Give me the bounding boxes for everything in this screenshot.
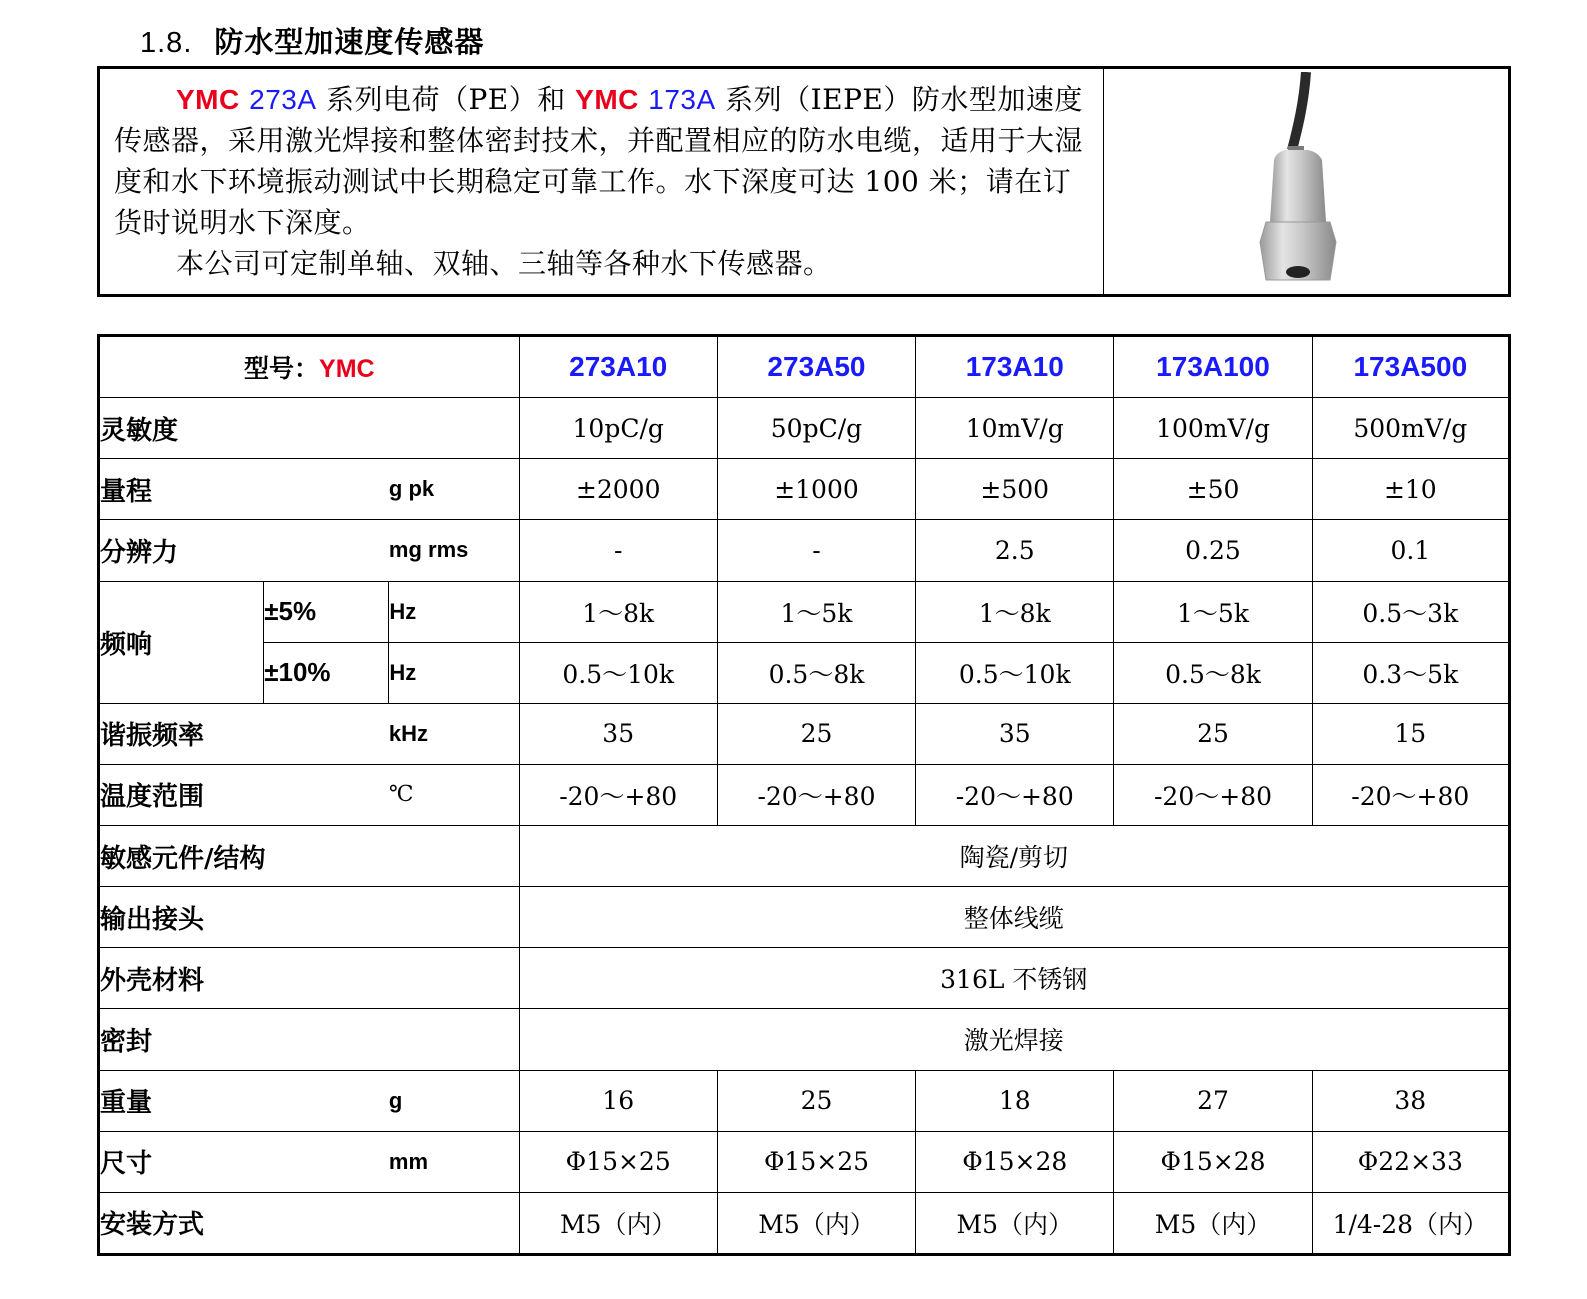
table-row-mount	[99, 1192, 1510, 1254]
table-cell: M5（内）	[519, 1192, 717, 1254]
table-cell: 0.5～3k	[1312, 581, 1509, 642]
table-row-header	[99, 336, 1510, 398]
model-pe: 273A	[249, 84, 317, 115]
table-row-seal	[99, 1009, 1510, 1070]
table-cell: 35	[519, 703, 717, 764]
table-cell: Φ15×28	[1114, 1131, 1312, 1192]
table-cell: 35	[916, 703, 1114, 764]
table-cell: Φ15×28	[916, 1131, 1114, 1192]
section-title: 防水型加速度传感器	[214, 25, 485, 59]
table-cell: Φ15×25	[519, 1131, 717, 1192]
model-header-brand: YMC	[319, 355, 375, 384]
intro-text-2: 系列（IEPE）防水型加速度传感器，采用激光焊接和整体密封技术，并配置相应的防水电缆，适用于大湿度和水下环境振动测试中长期稳定可靠工作。水下深度可达 100 米；请在订货时说明水下深度。	[114, 83, 1084, 239]
freq-tolerance-5: ±5%	[264, 581, 389, 642]
table-cell: 27	[1114, 1070, 1312, 1131]
row-label-sensitivity: 灵敏度	[99, 398, 520, 459]
table-cell: -20～+80	[1312, 764, 1509, 825]
table-cell-merged: 陶瓷/剪切	[519, 826, 1509, 887]
table-cell: 50pC/g	[717, 398, 915, 459]
model-col-3: 173A10	[916, 336, 1114, 398]
table-cell-merged: 激光焊接	[519, 1009, 1509, 1070]
intro-paragraph-2: 本公司可定制单轴、双轴、三轴等各种水下传感器。	[176, 247, 832, 280]
row-unit-resonance: kHz	[389, 703, 519, 764]
table-cell: M5（内）	[717, 1192, 915, 1254]
row-label-range: 量程	[99, 459, 389, 520]
table-cell: 38	[1312, 1070, 1509, 1131]
row-unit-weight: g	[389, 1070, 519, 1131]
table-cell: 1～8k	[916, 581, 1114, 642]
table-cell: ±1000	[717, 459, 915, 520]
table-cell: 25	[717, 1070, 915, 1131]
table-row-temp	[99, 764, 1510, 825]
table-row-freq-10	[99, 642, 1510, 703]
table-row-resolution	[99, 520, 1510, 581]
row-label-resonance: 谐振频率	[99, 703, 389, 764]
section-number: 1.8.	[140, 27, 193, 59]
row-unit-temp: ℃	[389, 764, 519, 825]
row-label-seal: 密封	[99, 1009, 520, 1070]
table-row-connector	[99, 887, 1510, 948]
table-cell: ±10	[1312, 459, 1509, 520]
row-label-temp: 温度范围	[99, 764, 389, 825]
table-row-freq-5	[99, 581, 1510, 642]
table-cell: 0.1	[1312, 520, 1509, 581]
table-row-sensitivity	[99, 398, 1510, 459]
model-header-cell	[99, 336, 520, 398]
table-cell: 100mV/g	[1114, 398, 1312, 459]
table-cell: 0.3～5k	[1312, 642, 1509, 703]
table-cell: 0.5～8k	[717, 642, 915, 703]
model-col-2: 273A50	[717, 336, 915, 398]
row-label-element: 敏感元件/结构	[99, 826, 520, 887]
row-unit-resolution: mg rms	[389, 520, 519, 581]
row-label-freq: 频响	[99, 581, 264, 703]
table-cell: 500mV/g	[1312, 398, 1509, 459]
table-cell: -	[519, 520, 717, 581]
table-cell: 15	[1312, 703, 1509, 764]
table-cell: 25	[1114, 703, 1312, 764]
table-cell: 0.5～8k	[1114, 642, 1312, 703]
row-label-connector: 输出接头	[99, 887, 520, 948]
table-row-range	[99, 459, 1510, 520]
brand-name-2: YMC	[575, 84, 639, 115]
table-cell: 18	[916, 1070, 1114, 1131]
sensor-photo	[1104, 69, 1508, 294]
table-cell: M5（内）	[916, 1192, 1114, 1254]
table-cell: 10pC/g	[519, 398, 717, 459]
row-label-mount: 安装方式	[99, 1192, 520, 1254]
table-cell: -20～+80	[519, 764, 717, 825]
table-cell: -20～+80	[1114, 764, 1312, 825]
table-cell: Φ15×25	[717, 1131, 915, 1192]
section-heading	[140, 20, 484, 61]
row-label-weight: 重量	[99, 1070, 389, 1131]
table-cell: 0.5～10k	[916, 642, 1114, 703]
row-label-housing: 外壳材料	[99, 948, 520, 1009]
sensor-illustration	[1246, 72, 1366, 292]
table-cell: 16	[519, 1070, 717, 1131]
table-cell: ±500	[916, 459, 1114, 520]
table-row-element	[99, 826, 1510, 887]
table-cell: 10mV/g	[916, 398, 1114, 459]
row-unit-size: mm	[389, 1131, 519, 1192]
table-row-housing	[99, 948, 1510, 1009]
model-header-label: 型号：	[244, 354, 320, 384]
table-cell: 25	[717, 703, 915, 764]
model-col-4: 173A100	[1114, 336, 1312, 398]
table-cell: 1/4-28（内）	[1312, 1192, 1509, 1254]
spec-table	[97, 334, 1511, 1256]
model-col-5: 173A500	[1312, 336, 1509, 398]
intro-text-1: 系列电荷（PE）和	[316, 83, 576, 116]
intro-text	[100, 69, 1104, 294]
table-row-size	[99, 1131, 1510, 1192]
table-cell: 1～5k	[1114, 581, 1312, 642]
brand-name: YMC	[176, 84, 240, 115]
table-row-resonance	[99, 703, 1510, 764]
table-cell-merged: 整体线缆	[519, 887, 1509, 948]
table-cell: 2.5	[916, 520, 1114, 581]
table-cell: 0.5～10k	[519, 642, 717, 703]
table-cell: ±2000	[519, 459, 717, 520]
intro-paragraph-1	[114, 79, 1089, 243]
row-label-resolution: 分辨力	[99, 520, 389, 581]
table-cell: M5（内）	[1114, 1192, 1312, 1254]
freq-tolerance-10: ±10%	[264, 642, 389, 703]
table-cell: 1～8k	[519, 581, 717, 642]
table-row-weight	[99, 1070, 1510, 1131]
model-col-1: 273A10	[519, 336, 717, 398]
freq-unit-5: Hz	[389, 581, 519, 642]
table-cell: 0.25	[1114, 520, 1312, 581]
freq-unit-10: Hz	[389, 642, 519, 703]
table-cell: -20～+80	[717, 764, 915, 825]
table-cell: ±50	[1114, 459, 1312, 520]
table-cell: -20～+80	[916, 764, 1114, 825]
intro-box	[97, 66, 1511, 297]
table-cell: -	[717, 520, 915, 581]
row-label-size: 尺寸	[99, 1131, 389, 1192]
row-unit-range: g pk	[389, 459, 519, 520]
table-cell: Φ22×33	[1312, 1131, 1509, 1192]
table-cell: 1～5k	[717, 581, 915, 642]
table-cell-merged: 316L 不锈钢	[519, 948, 1509, 1009]
model-iepe: 173A	[648, 84, 716, 115]
